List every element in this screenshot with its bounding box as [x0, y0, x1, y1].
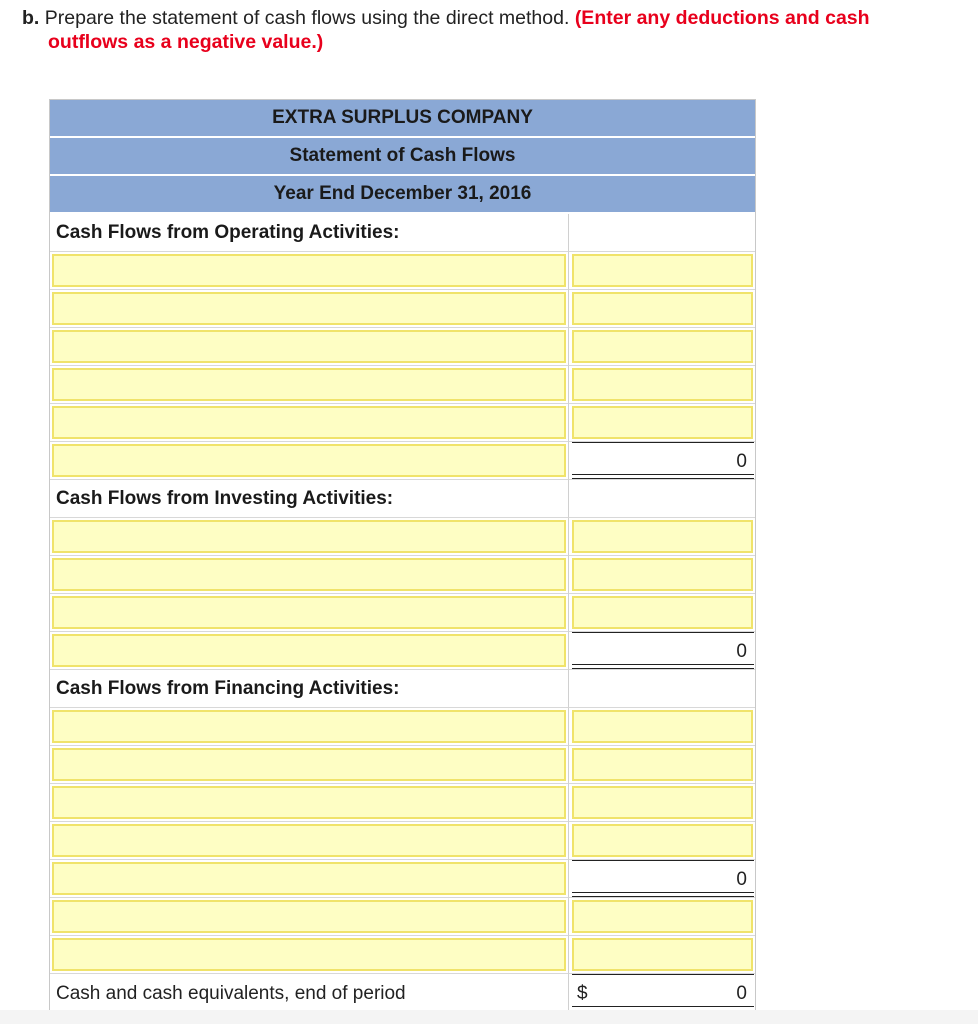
instruction-text: Prepare the statement of cash flows using the direct method. [44, 7, 570, 29]
financing-heading: Cash Flows from Financing Activities: [56, 678, 400, 699]
instruction-note-2: outflows as a negative value.) [48, 31, 324, 53]
investing-line-3 [50, 594, 755, 632]
operating-3-description-input[interactable] [52, 330, 566, 363]
instructions [22, 6, 962, 54]
investing-total-rule [572, 632, 754, 633]
operating-4-amount-input[interactable] [572, 368, 753, 401]
statement-period: Year End December 31, 2016 [50, 176, 755, 214]
investing-double-underline [572, 664, 754, 669]
financing-double-underline [572, 892, 754, 897]
instructions-line-1 [22, 6, 962, 30]
financing-line-3 [50, 784, 755, 822]
part-label: b. [22, 7, 40, 29]
operating-heading: Cash Flows from Operating Activities: [56, 222, 400, 243]
financing-4-description-input[interactable] [52, 824, 566, 857]
investing-1-description-input[interactable] [52, 520, 566, 553]
financing-heading-row [50, 670, 755, 708]
investing-3-amount-input[interactable] [572, 596, 753, 629]
financing-2-description-input[interactable] [52, 748, 566, 781]
investing-2-description-input[interactable] [52, 558, 566, 591]
operating-line-1 [50, 252, 755, 290]
investing-1-amount-input[interactable] [572, 520, 753, 553]
financing-line-4 [50, 822, 755, 860]
ending-cash-value: 0 [736, 983, 747, 1004]
investing-total-description-input[interactable] [52, 634, 566, 667]
operating-total-rule [572, 442, 754, 443]
investing-line-1 [50, 518, 755, 556]
instructions-line-2 [22, 30, 962, 54]
footer-band [0, 1010, 978, 1024]
net-change-description-input[interactable] [52, 900, 566, 933]
company-name: EXTRA SURPLUS COMPANY [50, 99, 755, 138]
financing-total-description-input[interactable] [52, 862, 566, 895]
operating-1-amount-input[interactable] [572, 254, 753, 287]
investing-heading-row [50, 480, 755, 518]
investing-total-row [50, 632, 755, 670]
financing-3-description-input[interactable] [52, 786, 566, 819]
operating-2-description-input[interactable] [52, 292, 566, 325]
operating-3-amount-input[interactable] [572, 330, 753, 363]
beginning-cash-amount-input[interactable] [572, 938, 753, 971]
statement-title: Statement of Cash Flows [50, 138, 755, 176]
investing-heading: Cash Flows from Investing Activities: [56, 488, 394, 509]
operating-line-2 [50, 290, 755, 328]
financing-1-amount-input[interactable] [572, 710, 753, 743]
instruction-note-1: (Enter any deductions and cash [574, 7, 870, 29]
operating-total-description-input[interactable] [52, 444, 566, 477]
operating-4-description-input[interactable] [52, 368, 566, 401]
investing-2-amount-input[interactable] [572, 558, 753, 591]
operating-heading-row [50, 214, 755, 252]
operating-line-3 [50, 328, 755, 366]
operating-total-row [50, 442, 755, 480]
financing-3-amount-input[interactable] [572, 786, 753, 819]
operating-line-4 [50, 366, 755, 404]
operating-5-amount-input[interactable] [572, 406, 753, 439]
ending-cash-row [50, 974, 755, 1012]
investing-3-description-input[interactable] [52, 596, 566, 629]
currency-symbol: $ [577, 983, 588, 1004]
beginning-cash-row [50, 936, 755, 974]
financing-line-2 [50, 746, 755, 784]
financing-4-amount-input[interactable] [572, 824, 753, 857]
financing-total-row [50, 860, 755, 898]
net-change-amount-input[interactable] [572, 900, 753, 933]
financing-2-amount-input[interactable] [572, 748, 753, 781]
operating-double-underline [572, 474, 754, 479]
financing-1-description-input[interactable] [52, 710, 566, 743]
net-change-row [50, 898, 755, 936]
operating-line-5 [50, 404, 755, 442]
investing-line-2 [50, 556, 755, 594]
operating-5-description-input[interactable] [52, 406, 566, 439]
investing-total-value: 0 [736, 641, 747, 662]
cash-flow-statement [49, 99, 756, 1012]
ending-cash-label: Cash and cash equivalents, end of period [56, 983, 406, 1004]
financing-line-1 [50, 708, 755, 746]
beginning-cash-description-input[interactable] [52, 938, 566, 971]
financing-total-rule [572, 860, 754, 861]
financing-total-value: 0 [736, 869, 747, 890]
operating-2-amount-input[interactable] [572, 292, 753, 325]
operating-1-description-input[interactable] [52, 254, 566, 287]
ending-total-rule [572, 974, 754, 975]
operating-total-value: 0 [736, 451, 747, 472]
